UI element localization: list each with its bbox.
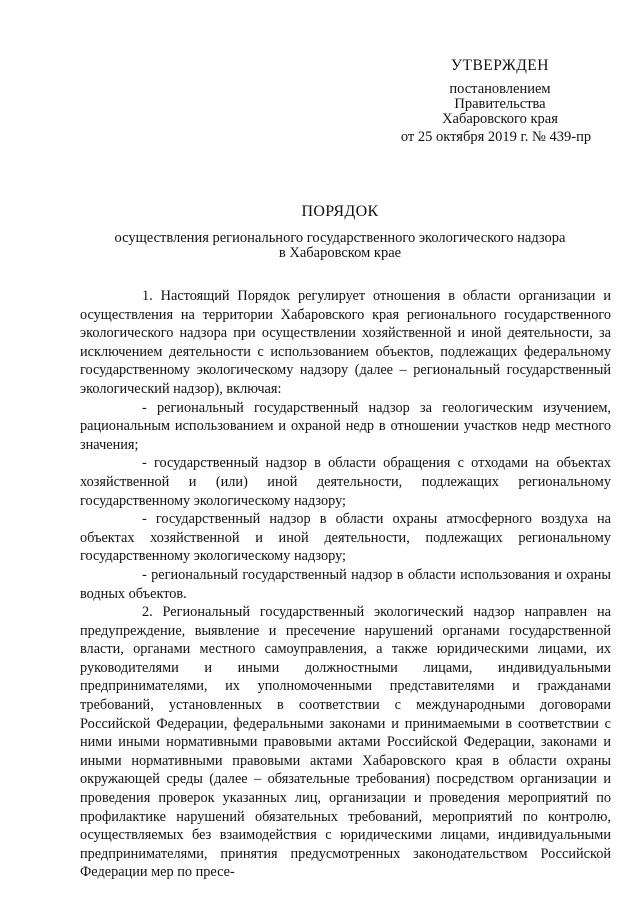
document-body [80,287,611,882]
approval-line-1: постановлением [449,81,551,97]
title-subtitle-line-2: в Хабаровском крае [278,245,402,261]
document-title [80,203,600,261]
approval-stamp [395,58,605,145]
paragraph-1: 1. Настоящий Порядок регулирует отношения в области организации и осуществления на территории Хабаровского края регионального государственного экологического надзора при осуществлении хозяйственной и иной деятельности, за исключением деятельности с использованием объектов, подлежащих федеральному государственному экологическому надзору (далее – региональный государственный экологический надзор), включая: [80,288,611,397]
title-subtitle-line-1: осуществления регионального государственного экологического надзора [114,230,566,246]
approval-heading: УТВЕРЖДЕН [451,57,549,74]
paragraph-2: 2. Региональный государственный экологический надзор направлен на предупреждение, выявление и пресечение нарушений органами государственной власти, органами местного самоуправления, а также юридическими лицами, их руководителями и иными должностными лицами, индивидуальными предпринимателями, их уполномоченными представителями и гражданами требований, установленных в соответствии с международными договорами Российской Федерации, федеральными законами и принимаемыми в соответствии с ними иными нормативными правовыми актами Российской Федерации, законами и иными нормативными правовыми актами Хабаровского края в области охраны окружающей среды (далее – обязательные требования) посредством организации и проведения проверок указанных лиц, организации и проведения мероприятий по профилактике нарушений обязательных требований, мероприятий по контролю, осуществляемых без взаимодействия с юридическими лицами, индивидуальными предпринимателями, принятия предусмотренных законодательством Российской Федерации мер по пресе- [80,604,611,881]
list-item-3: - государственный надзор в области охраны атмосферного воздуха на объектах хозяйственной и иной деятельности, подлежащих региональному государственному экологическому надзору; [80,511,611,565]
approval-date: от 25 октября 2019 г. № 439-пр [400,129,592,145]
approval-line-2: Правительства [454,96,546,112]
list-item-4: - региональный государственный надзор в области использования и охраны водных объектов. [80,566,611,602]
approval-line-3: Хабаровского края [442,111,558,127]
list-item-2: - государственный надзор в области обращения с отходами на объектах хозяйственной и (или) иной деятельности, подлежащих региональному государственному экологическому надзору; [80,455,611,509]
title-heading: ПОРЯДОК [301,203,379,220]
list-item-1: - региональный государственный надзор за геологическим изучением, рациональным использованием и охраной недр в отношении участков недр местного значения; [80,399,611,453]
